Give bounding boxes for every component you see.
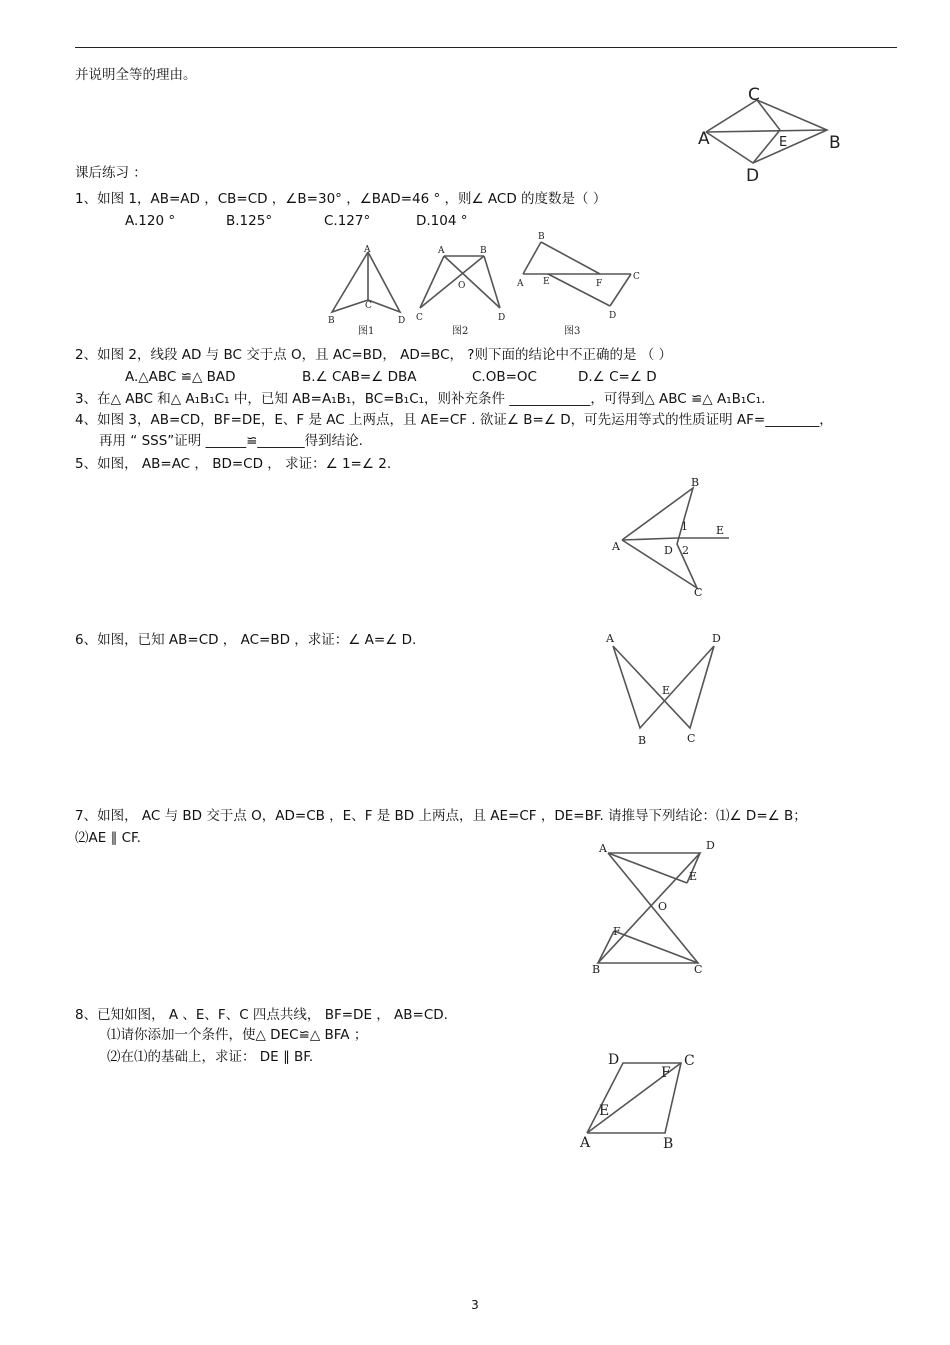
q5-label-e: E — [716, 524, 725, 537]
fig2-label-a: A — [438, 246, 445, 256]
label-c: C — [748, 85, 760, 105]
q5-label-2: 2 — [682, 544, 689, 557]
q2-option-d: D.∠ C=∠ D — [578, 369, 657, 385]
q7-label-c: C — [694, 963, 703, 976]
fig1-label-a: A — [364, 245, 371, 255]
q8-label-f: F — [661, 1065, 671, 1081]
q7-label-o: O — [658, 900, 668, 913]
fig3-label-f: F — [596, 279, 603, 289]
label-d: D — [746, 166, 760, 186]
q5-label-1: 1 — [681, 520, 688, 533]
fig3-label-c: C — [633, 272, 640, 282]
q6-label-b: B — [638, 734, 647, 747]
q2-option-c: C.OB=OC — [472, 369, 537, 385]
fig1-label-d: D — [398, 316, 406, 326]
q7-line2: ⑵AE ∥ CF. — [75, 830, 141, 846]
fig3-caption: 图3 — [564, 326, 581, 337]
q7-line1: 7、如图， AC 与 BD 交于点 O，AD=CB ，E、F 是 BD 上两点，且 AE=CF ，DE=BF. 请推导下列结论：⑴∠ D=∠ B； — [75, 808, 807, 824]
figure-1 — [328, 245, 405, 337]
page-number: 3 — [471, 1298, 479, 1312]
figure-q5 — [605, 472, 740, 602]
segment-ab — [706, 130, 827, 132]
fig1-label-c: C — [365, 301, 372, 311]
figure-q6 — [600, 628, 730, 753]
fig2-label-d: D — [498, 313, 506, 323]
q6-label-d: D — [712, 632, 721, 645]
q6-label-c: C — [687, 732, 696, 745]
q6-label-a: A — [606, 632, 614, 645]
intro-text: 并说明全等的理由。 — [75, 67, 197, 83]
fig2-label-b: B — [480, 246, 487, 256]
q5-text: 5、如图， AB=AC ， BD=CD ， 求证：∠ 1=∠ 2. — [75, 456, 392, 472]
section-title: 课后练习 ： — [75, 165, 147, 181]
q1-option-d: D.104 ° — [416, 213, 468, 229]
fig2-caption: 图2 — [452, 326, 469, 337]
q8-label-b: B — [663, 1136, 674, 1152]
q7-label-d: D — [706, 839, 715, 852]
fig3-label-e: E — [543, 277, 550, 287]
figure-q8 — [575, 1045, 735, 1155]
q1-option-c: C.127° — [324, 213, 371, 229]
q1-text: 1、如图 1，AB=AD ，CB=CD ，∠B=30° ，∠BAD=46 ° ，则∠ ACD 的度数是（ ） — [75, 191, 607, 207]
label-a: A — [698, 129, 710, 149]
q7-label-a: A — [599, 842, 607, 855]
q7-label-e: E — [689, 870, 698, 883]
q8-label-d: D — [608, 1052, 620, 1068]
q6-label-e: E — [662, 684, 671, 697]
fig2-label-c: C — [416, 313, 423, 323]
q8-line2: ⑴请你添加一个条件，使△ DEC≌△ BFA ； — [107, 1027, 368, 1043]
q1-option-b: B.125° — [226, 213, 273, 229]
q5-label-d: D — [664, 544, 673, 557]
q2-option-b: B.∠ CAB=∠ DBA — [302, 369, 417, 385]
fig3-label-b: B — [538, 232, 545, 242]
q7-label-f: F — [613, 925, 621, 938]
header-rule — [75, 47, 897, 48]
q1-option-a: A.120 ° — [125, 213, 176, 229]
fig3-label-a: A — [517, 279, 524, 289]
label-e: E — [779, 135, 788, 150]
q2-option-a: A.△ABC ≌△ BAD — [125, 369, 236, 385]
q5-label-c: C — [694, 586, 703, 599]
figure-q7 — [588, 835, 728, 980]
fig3-label-d: D — [609, 311, 617, 321]
q8-label-e: E — [599, 1103, 610, 1119]
figure-3 — [516, 232, 640, 337]
q5-label-a: A — [612, 540, 620, 553]
q2-text: 2、如图 2，线段 AD 与 BC 交于点 O，且 AC=BD， AD=BC， ?则下面的结论中不正确的是 （ ） — [75, 347, 673, 363]
figure-2 — [416, 246, 505, 337]
q8-label-c: C — [684, 1053, 695, 1069]
label-b: B — [829, 133, 841, 153]
q8-line1: 8、已知如图， A 、E、F、C 四点共线， BF=DE ， AB=CD. — [75, 1007, 448, 1023]
q5-label-b: B — [691, 476, 700, 489]
fig2-label-o: O — [458, 281, 466, 291]
q8-label-a: A — [580, 1135, 591, 1151]
q4-line1: 4、如图 3，AB=CD，BF=DE，E、F 是 AC 上两点，且 AE=CF . 欲证∠ B=∠ D，可先运用等式的性质证明 AF=________， — [75, 412, 833, 428]
figures-1-2-3 — [320, 228, 650, 343]
q3-text: 3、在△ ABC 和△ A₁B₁C₁ 中，已知 AB=A₁B₁，BC=B₁C₁，则补充条件 ____________，可得到△ ABC ≌△ A₁B₁C₁. — [75, 391, 766, 407]
segment-ed — [753, 130, 780, 163]
fig1-caption: 图1 — [358, 326, 375, 337]
q6-text: 6、如图，已知 AB=CD ， AC=BD ，求证：∠ A=∠ D. — [75, 632, 417, 648]
figure-top-right — [690, 80, 850, 185]
fig1-label-b: B — [328, 316, 335, 326]
q7-label-b: B — [592, 963, 601, 976]
q8-line3: ⑵在⑴的基础上，求证： DE ∥ BF. — [107, 1049, 314, 1065]
q4-line2: 再用 “ SSS”证明 ______≌_______得到结论. — [99, 433, 363, 449]
